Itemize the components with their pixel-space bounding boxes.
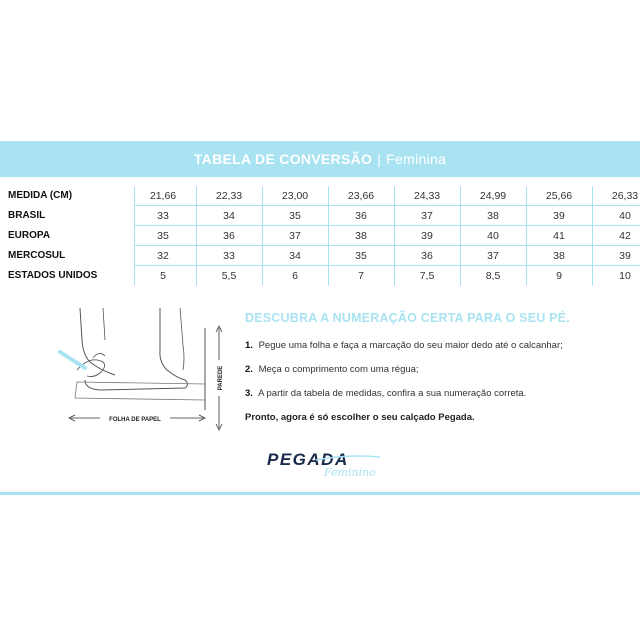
table-cell: 35 [289, 210, 301, 222]
table-cell: 34 [223, 210, 235, 222]
table-cell: 39 [619, 250, 631, 262]
table-cell: 33 [223, 250, 235, 262]
instructions-heading: DESCUBRA A NUMERAÇÃO CERTA PARA O SEU PÉ. [245, 311, 570, 325]
table-cell: 21,66 [149, 190, 177, 202]
table-cell: 38 [553, 250, 565, 262]
foot-measuring-illustration [55, 300, 235, 440]
instructions-closing-text: Pronto, agora é só escolher o seu calçado Pegada. [245, 412, 475, 423]
table-cell: 41 [553, 230, 565, 242]
step-number: 3. [245, 388, 253, 399]
table-cell: 25,66 [545, 190, 573, 202]
table-cell: 38 [355, 230, 367, 242]
table-cell: 23,66 [347, 190, 375, 202]
table-cell: 39 [421, 230, 433, 242]
table-cell: 10 [619, 270, 631, 282]
step-text: A partir da tabela de medidas, confira a sua numeração correta. [258, 388, 527, 399]
table-cell: 38 [487, 210, 499, 222]
table-cell: 6 [292, 270, 298, 282]
table-cell: 40 [619, 210, 631, 222]
table-cell: 7 [358, 270, 364, 282]
row-label: MEDIDA (CM) [8, 190, 73, 201]
table-cell: 35 [157, 230, 169, 242]
bottom-divider [0, 492, 640, 495]
instructions-block [245, 311, 635, 423]
table-cell: 33 [157, 210, 169, 222]
instruction-step-2 [245, 364, 635, 375]
table-cell: 37 [421, 210, 433, 222]
logo-sub-text: Feminino [324, 466, 376, 479]
table-title-banner [0, 141, 640, 177]
table-cell: 32 [157, 250, 169, 262]
foot-drawing-icon [55, 300, 235, 440]
step-text: Pegue uma folha e faça a marcação do seu maior dedo até o calcanhar; [258, 340, 563, 351]
table-cell: 5,5 [221, 270, 237, 282]
row-label: ESTADOS UNIDOS [8, 270, 98, 281]
table-cell: 23,00 [281, 190, 309, 202]
logo-swoosh-icon [314, 455, 382, 461]
table-row [0, 226, 640, 246]
title-separator: | [377, 151, 382, 167]
table-cell: 9 [556, 270, 562, 282]
table-cell: 36 [355, 210, 367, 222]
table-cell: 36 [421, 250, 433, 262]
table-cell: 8,5 [485, 270, 501, 282]
row-label: EUROPA [8, 230, 51, 241]
step-text: Meça o comprimento com uma régua; [258, 364, 419, 375]
table-cell: 22,33 [215, 190, 243, 202]
table-row [0, 206, 640, 226]
table-subtitle: Feminina [386, 151, 447, 167]
table-row [0, 266, 640, 286]
paper-label: FOLHA DE PAPEL [109, 417, 161, 423]
table-cell: 35 [355, 250, 367, 262]
wall-label: PAREDE [218, 365, 224, 391]
step-number: 2. [245, 364, 253, 375]
table-cell: 37 [289, 230, 301, 242]
table-cell: 26,33 [611, 190, 639, 202]
instruction-step-3 [245, 388, 635, 399]
table-cell: 24,33 [413, 190, 441, 202]
table-cell: 7,5 [419, 270, 435, 282]
table-cell: 37 [487, 250, 499, 262]
table-cell: 39 [553, 210, 565, 222]
table-row [0, 246, 640, 266]
table-cell: 40 [487, 230, 499, 242]
logo-brand-text: PEGADA [267, 450, 349, 469]
table-cell: 42 [619, 230, 631, 242]
pegada-logo [262, 450, 392, 486]
conversion-table [0, 186, 640, 286]
instruction-step-1 [245, 340, 635, 351]
table-row [0, 186, 640, 206]
table-cell: 5 [160, 270, 166, 282]
step-number: 1. [245, 340, 253, 351]
table-cell: 24,99 [479, 190, 507, 202]
row-label: MERCOSUL [8, 250, 66, 261]
table-cell: 36 [223, 230, 235, 242]
table-title: TABELA DE CONVERSÃO [193, 151, 373, 167]
table-cell: 34 [289, 250, 301, 262]
row-label: BRASIL [8, 210, 46, 221]
